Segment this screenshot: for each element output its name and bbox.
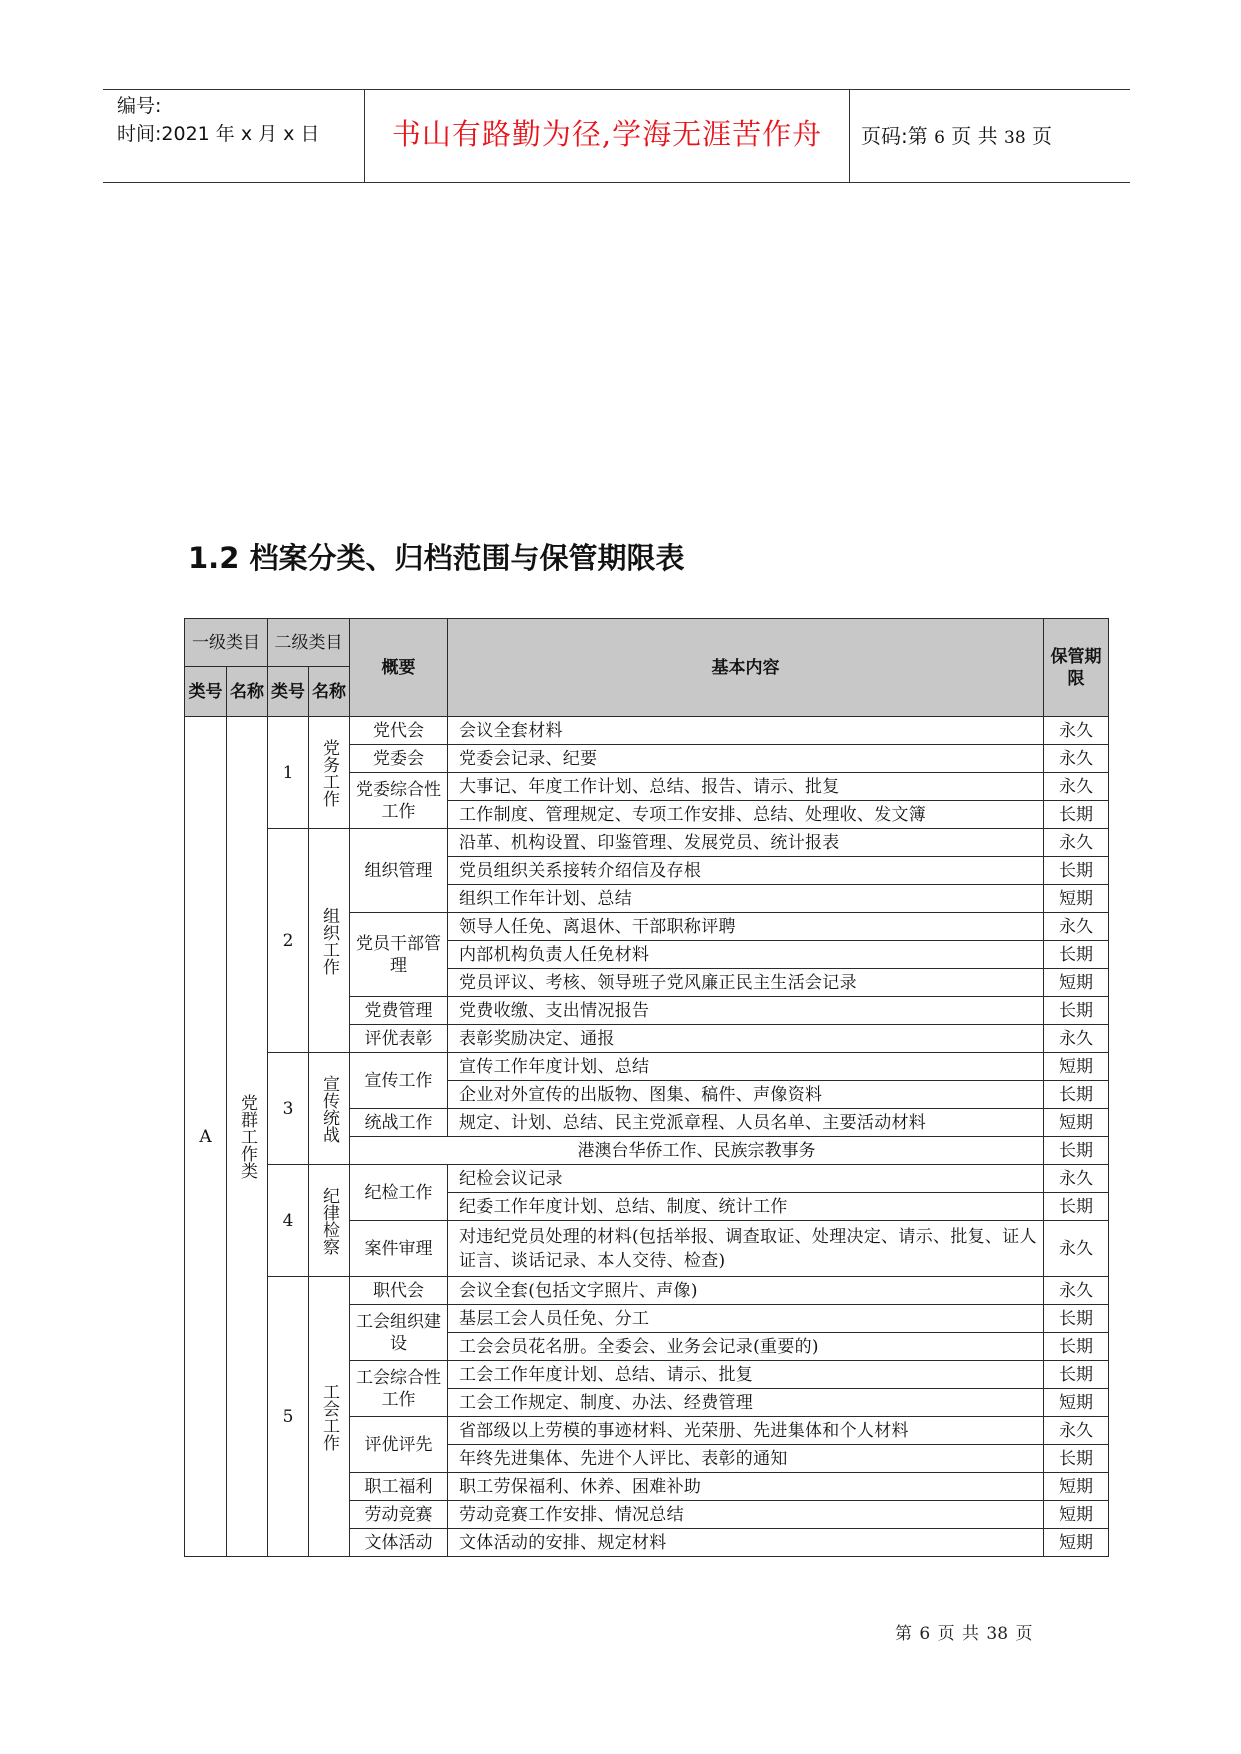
period-cell: 长期 [1044, 801, 1109, 829]
period-cell: 长期 [1044, 1445, 1109, 1473]
header-class-no: 类号 [268, 667, 309, 717]
period-cell: 永久 [1044, 829, 1109, 857]
content-cell: 工会工作规定、制度、办法、经费管理 [448, 1389, 1044, 1417]
header-meta [117, 92, 319, 148]
group-name: 宣传统战 [309, 1053, 350, 1165]
summary-cell: 职代会 [350, 1277, 448, 1305]
group-no: 4 [268, 1165, 309, 1277]
summary-cell: 党委会 [350, 745, 448, 773]
summary-cell: 工会综合性工作 [350, 1361, 448, 1417]
group-name: 党务工作 [309, 717, 350, 829]
summary-cell: 统战工作 [350, 1109, 448, 1137]
period-cell: 长期 [1044, 1305, 1109, 1333]
summary-cell: 职工福利 [350, 1473, 448, 1501]
content-cell: 劳动竞赛工作安排、情况总结 [448, 1501, 1044, 1529]
header-retention: 保管期限 [1044, 619, 1109, 717]
content-cell: 工会会员花名册。全委会、业务会记录(重要的) [448, 1333, 1044, 1361]
summary-cell: 纪检工作 [350, 1165, 448, 1221]
doc-number-label: 编号: [117, 95, 162, 117]
content-cell: 工会工作年度计划、总结、请示、批复 [448, 1361, 1044, 1389]
period-cell: 短期 [1044, 885, 1109, 913]
content-cell: 基层工会人员任免、分工 [448, 1305, 1044, 1333]
category-name: 党群工作类 [227, 717, 268, 1557]
period-cell: 永久 [1044, 1221, 1109, 1277]
page-prefix: 页码:第 [861, 124, 928, 148]
period-cell: 永久 [1044, 1277, 1109, 1305]
summary-cell: 文体活动 [350, 1529, 448, 1557]
period-cell: 短期 [1044, 969, 1109, 997]
header-summary: 概要 [350, 619, 448, 717]
period-cell: 短期 [1044, 1389, 1109, 1417]
time-label: 时间:2021 年 x 月 x 日 [117, 123, 320, 145]
header-content: 基本内容 [448, 619, 1044, 717]
content-cell: 纪检会议记录 [448, 1165, 1044, 1193]
period-cell: 永久 [1044, 745, 1109, 773]
header-class-no: 类号 [185, 667, 227, 717]
content-cell: 宣传工作年度计划、总结 [448, 1053, 1044, 1081]
content-cell: 组织工作年计划、总结 [448, 885, 1044, 913]
header-level2: 二级类目 [268, 619, 350, 667]
content-cell: 职工劳保福利、休养、困难补助 [448, 1473, 1044, 1501]
period-cell: 短期 [1044, 1053, 1109, 1081]
content-cell: 会议全套(包括文字照片、声像) [448, 1277, 1044, 1305]
page-mid: 页 共 [951, 124, 998, 148]
page-suffix: 页 [1032, 124, 1053, 148]
content-cell: 领导人任免、离退休、干部职称评聘 [448, 913, 1044, 941]
header-name: 名称 [309, 667, 350, 717]
content-cell: 沿革、机构设置、印鉴管理、发展党员、统计报表 [448, 829, 1044, 857]
page-total: 38 [1004, 128, 1026, 148]
period-cell: 长期 [1044, 1361, 1109, 1389]
page-footer: 第 6 页 共 38 页 [895, 1624, 1033, 1644]
period-cell: 永久 [1044, 717, 1109, 745]
period-cell: 短期 [1044, 1501, 1109, 1529]
period-cell: 长期 [1044, 1081, 1109, 1109]
content-cell: 党费收缴、支出情况报告 [448, 997, 1044, 1025]
section-title: 1.2 档案分类、归档范围与保管期限表 [188, 541, 685, 575]
content-cell: 规定、计划、总结、民主党派章程、人员名单、主要活动材料 [448, 1109, 1044, 1137]
header-name: 名称 [227, 667, 268, 717]
period-cell: 长期 [1044, 857, 1109, 885]
summary-cell: 劳动竞赛 [350, 1501, 448, 1529]
group-name: 组织工作 [309, 829, 350, 1053]
content-cell: 纪委工作年度计划、总结、制度、统计工作 [448, 1193, 1044, 1221]
period-cell: 短期 [1044, 1473, 1109, 1501]
group-no: 2 [268, 829, 309, 1053]
period-cell: 永久 [1044, 1025, 1109, 1053]
group-no: 1 [268, 717, 309, 829]
period-cell: 长期 [1044, 941, 1109, 969]
content-cell: 党员组织关系接转介绍信及存根 [448, 857, 1044, 885]
period-cell: 长期 [1044, 1137, 1109, 1165]
period-cell: 永久 [1044, 773, 1109, 801]
header-motto: 书山有路勤为径,学海无涯苦作舟 [391, 117, 823, 151]
content-cell: 企业对外宣传的出版物、图集、稿件、声像资料 [448, 1081, 1044, 1109]
period-cell: 长期 [1044, 1193, 1109, 1221]
header-level1: 一级类目 [185, 619, 268, 667]
archive-table [184, 618, 1109, 1557]
content-cell: 会议全套材料 [448, 717, 1044, 745]
period-cell: 永久 [1044, 1165, 1109, 1193]
page-current: 6 [934, 128, 945, 148]
content-cell: 年终先进集体、先进个人评比、表彰的通知 [448, 1445, 1044, 1473]
summary-cell: 党员干部管理 [350, 913, 448, 997]
content-cell: 工作制度、管理规定、专项工作安排、总结、处理收、发文簿 [448, 801, 1044, 829]
summary-cell: 工会组织建设 [350, 1305, 448, 1361]
content-cell: 对违纪党员处理的材料(包括举报、调查取证、处理决定、请示、批复、证人证言、谈话记录、本人交待、检查) [448, 1221, 1044, 1277]
content-cell: 大事记、年度工作计划、总结、报告、请示、批复 [448, 773, 1044, 801]
period-cell: 长期 [1044, 997, 1109, 1025]
content-cell: 省部级以上劳模的事迹材料、光荣册、先进集体和个人材料 [448, 1417, 1044, 1445]
content-cell: 港澳台华侨工作、民族宗教事务 [350, 1137, 1044, 1165]
summary-cell: 组织管理 [350, 829, 448, 913]
group-no: 5 [268, 1277, 309, 1557]
summary-cell: 党代会 [350, 717, 448, 745]
summary-cell: 案件审理 [350, 1221, 448, 1277]
header-divider [849, 90, 850, 182]
header-page-number [861, 120, 1052, 149]
group-name: 工会工作 [309, 1277, 350, 1557]
page-header [103, 89, 1130, 183]
content-cell: 文体活动的安排、规定材料 [448, 1529, 1044, 1557]
content-cell: 党委会记录、纪要 [448, 745, 1044, 773]
period-cell: 短期 [1044, 1529, 1109, 1557]
summary-cell: 党委综合性工作 [350, 773, 448, 829]
group-name: 纪律检察 [309, 1165, 350, 1277]
content-cell: 内部机构负责人任免材料 [448, 941, 1044, 969]
summary-cell: 评优表彰 [350, 1025, 448, 1053]
period-cell: 长期 [1044, 1333, 1109, 1361]
content-cell: 党员评议、考核、领导班子党风廉正民主生活会记录 [448, 969, 1044, 997]
content-cell: 表彰奖励决定、通报 [448, 1025, 1044, 1053]
period-cell: 短期 [1044, 1109, 1109, 1137]
summary-cell: 评优评先 [350, 1417, 448, 1473]
category-code: A [185, 717, 227, 1557]
summary-cell: 党费管理 [350, 997, 448, 1025]
period-cell: 永久 [1044, 913, 1109, 941]
summary-cell: 宣传工作 [350, 1053, 448, 1109]
group-no: 3 [268, 1053, 309, 1165]
period-cell: 永久 [1044, 1417, 1109, 1445]
